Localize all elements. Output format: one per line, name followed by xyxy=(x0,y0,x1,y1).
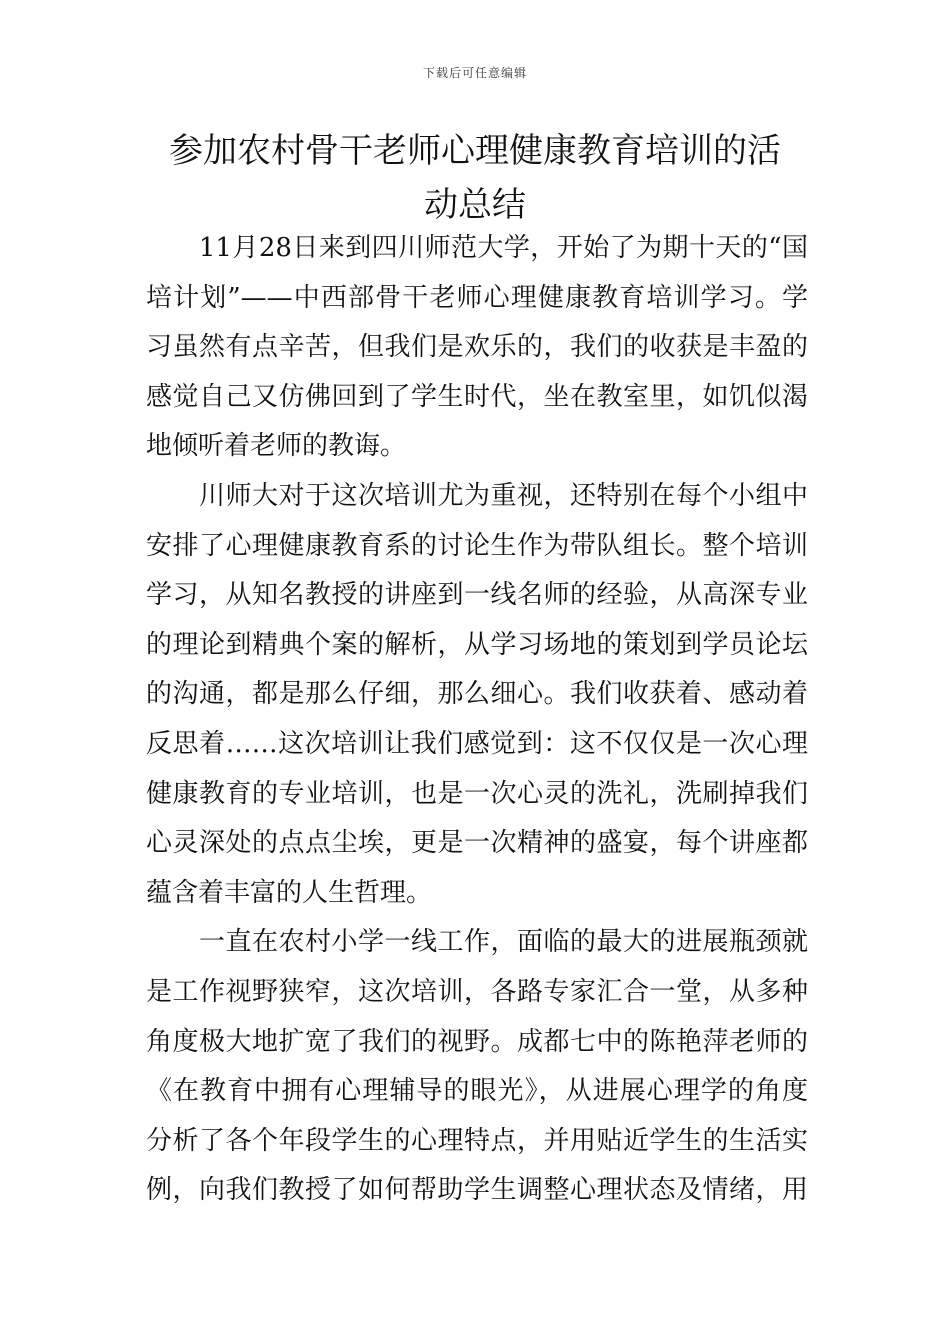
paragraph-line: 的理论到精典个案的解析，从学习场地的策划到学员论坛 xyxy=(146,629,808,660)
paragraph-line: 心灵深处的点点尘埃，更是一次精神的盛宴，每个讲座都 xyxy=(146,828,808,859)
paragraph-2 xyxy=(146,472,808,918)
header-note: 下载后可任意编辑 xyxy=(422,66,527,80)
paragraph-line: 一直在农村小学一线工作，面临的最大的进展瓶颈就 xyxy=(146,927,808,958)
document-body xyxy=(146,224,808,1216)
paragraph-line: 是工作视野狭窄，这次培训，各路专家汇合一堂，从多种 xyxy=(146,976,808,1007)
document-title xyxy=(140,124,810,232)
paragraph-line: 蕴含着丰富的人生哲理。 xyxy=(146,877,433,908)
paragraph-line: 的沟通，都是那么仔细，那么细心。我们收获着、感动着 xyxy=(146,679,808,710)
paragraph-line: 角度极大地扩宽了我们的视野。成都七中的陈艳萍老师的 xyxy=(146,1026,808,1057)
paragraph-line: 安排了心理健康教育系的讨论生作为带队组长。整个培训 xyxy=(146,530,808,561)
paragraph-line: 健康教育的专业培训，也是一次心灵的洗礼，洗刷掉我们 xyxy=(146,778,808,809)
paragraph-line: 《在教育中拥有心理辅导的眼光》，从进展心理学的角度 xyxy=(146,1076,808,1107)
paragraph-line: 感觉自己又仿佛回到了学生时代，坐在教室里，如饥似渴 xyxy=(146,381,808,412)
title-line-1: 参加农村骨干老师心理健康教育培训的活 xyxy=(169,131,781,171)
paragraph-line: 学习，从知名教授的讲座到一线名师的经验，从高深专业 xyxy=(146,580,808,611)
paragraph-line: 反思着……这次培训让我们感觉到：这不仅仅是一次心理 xyxy=(146,728,808,759)
paragraph-line: 例，向我们教授了如何帮助学生调整心理状态及情绪，用 xyxy=(146,1175,808,1206)
paragraph-line: 11月28日来到四川师范大学，开始了为期十天的“国 xyxy=(146,233,808,263)
title-line-2: 动总结 xyxy=(424,185,526,225)
paragraph-line: 分析了各个年段学生的心理特点，并用贴近学生的生活实 xyxy=(146,1125,808,1156)
paragraph-line: 地倾听着老师的教诲。 xyxy=(146,431,407,462)
paragraph-line: 习虽然有点辛苦，但我们是欢乐的，我们的收获是丰盈的 xyxy=(146,332,808,363)
paragraph-line: 川师大对于这次培训尤为重视，还特别在每个小组中 xyxy=(146,480,808,511)
paragraph-line: 培计划”——中西部骨干老师心理健康教育培训学习。学 xyxy=(146,282,808,313)
paragraph-3 xyxy=(146,918,808,1216)
paragraph-1 xyxy=(146,224,808,472)
